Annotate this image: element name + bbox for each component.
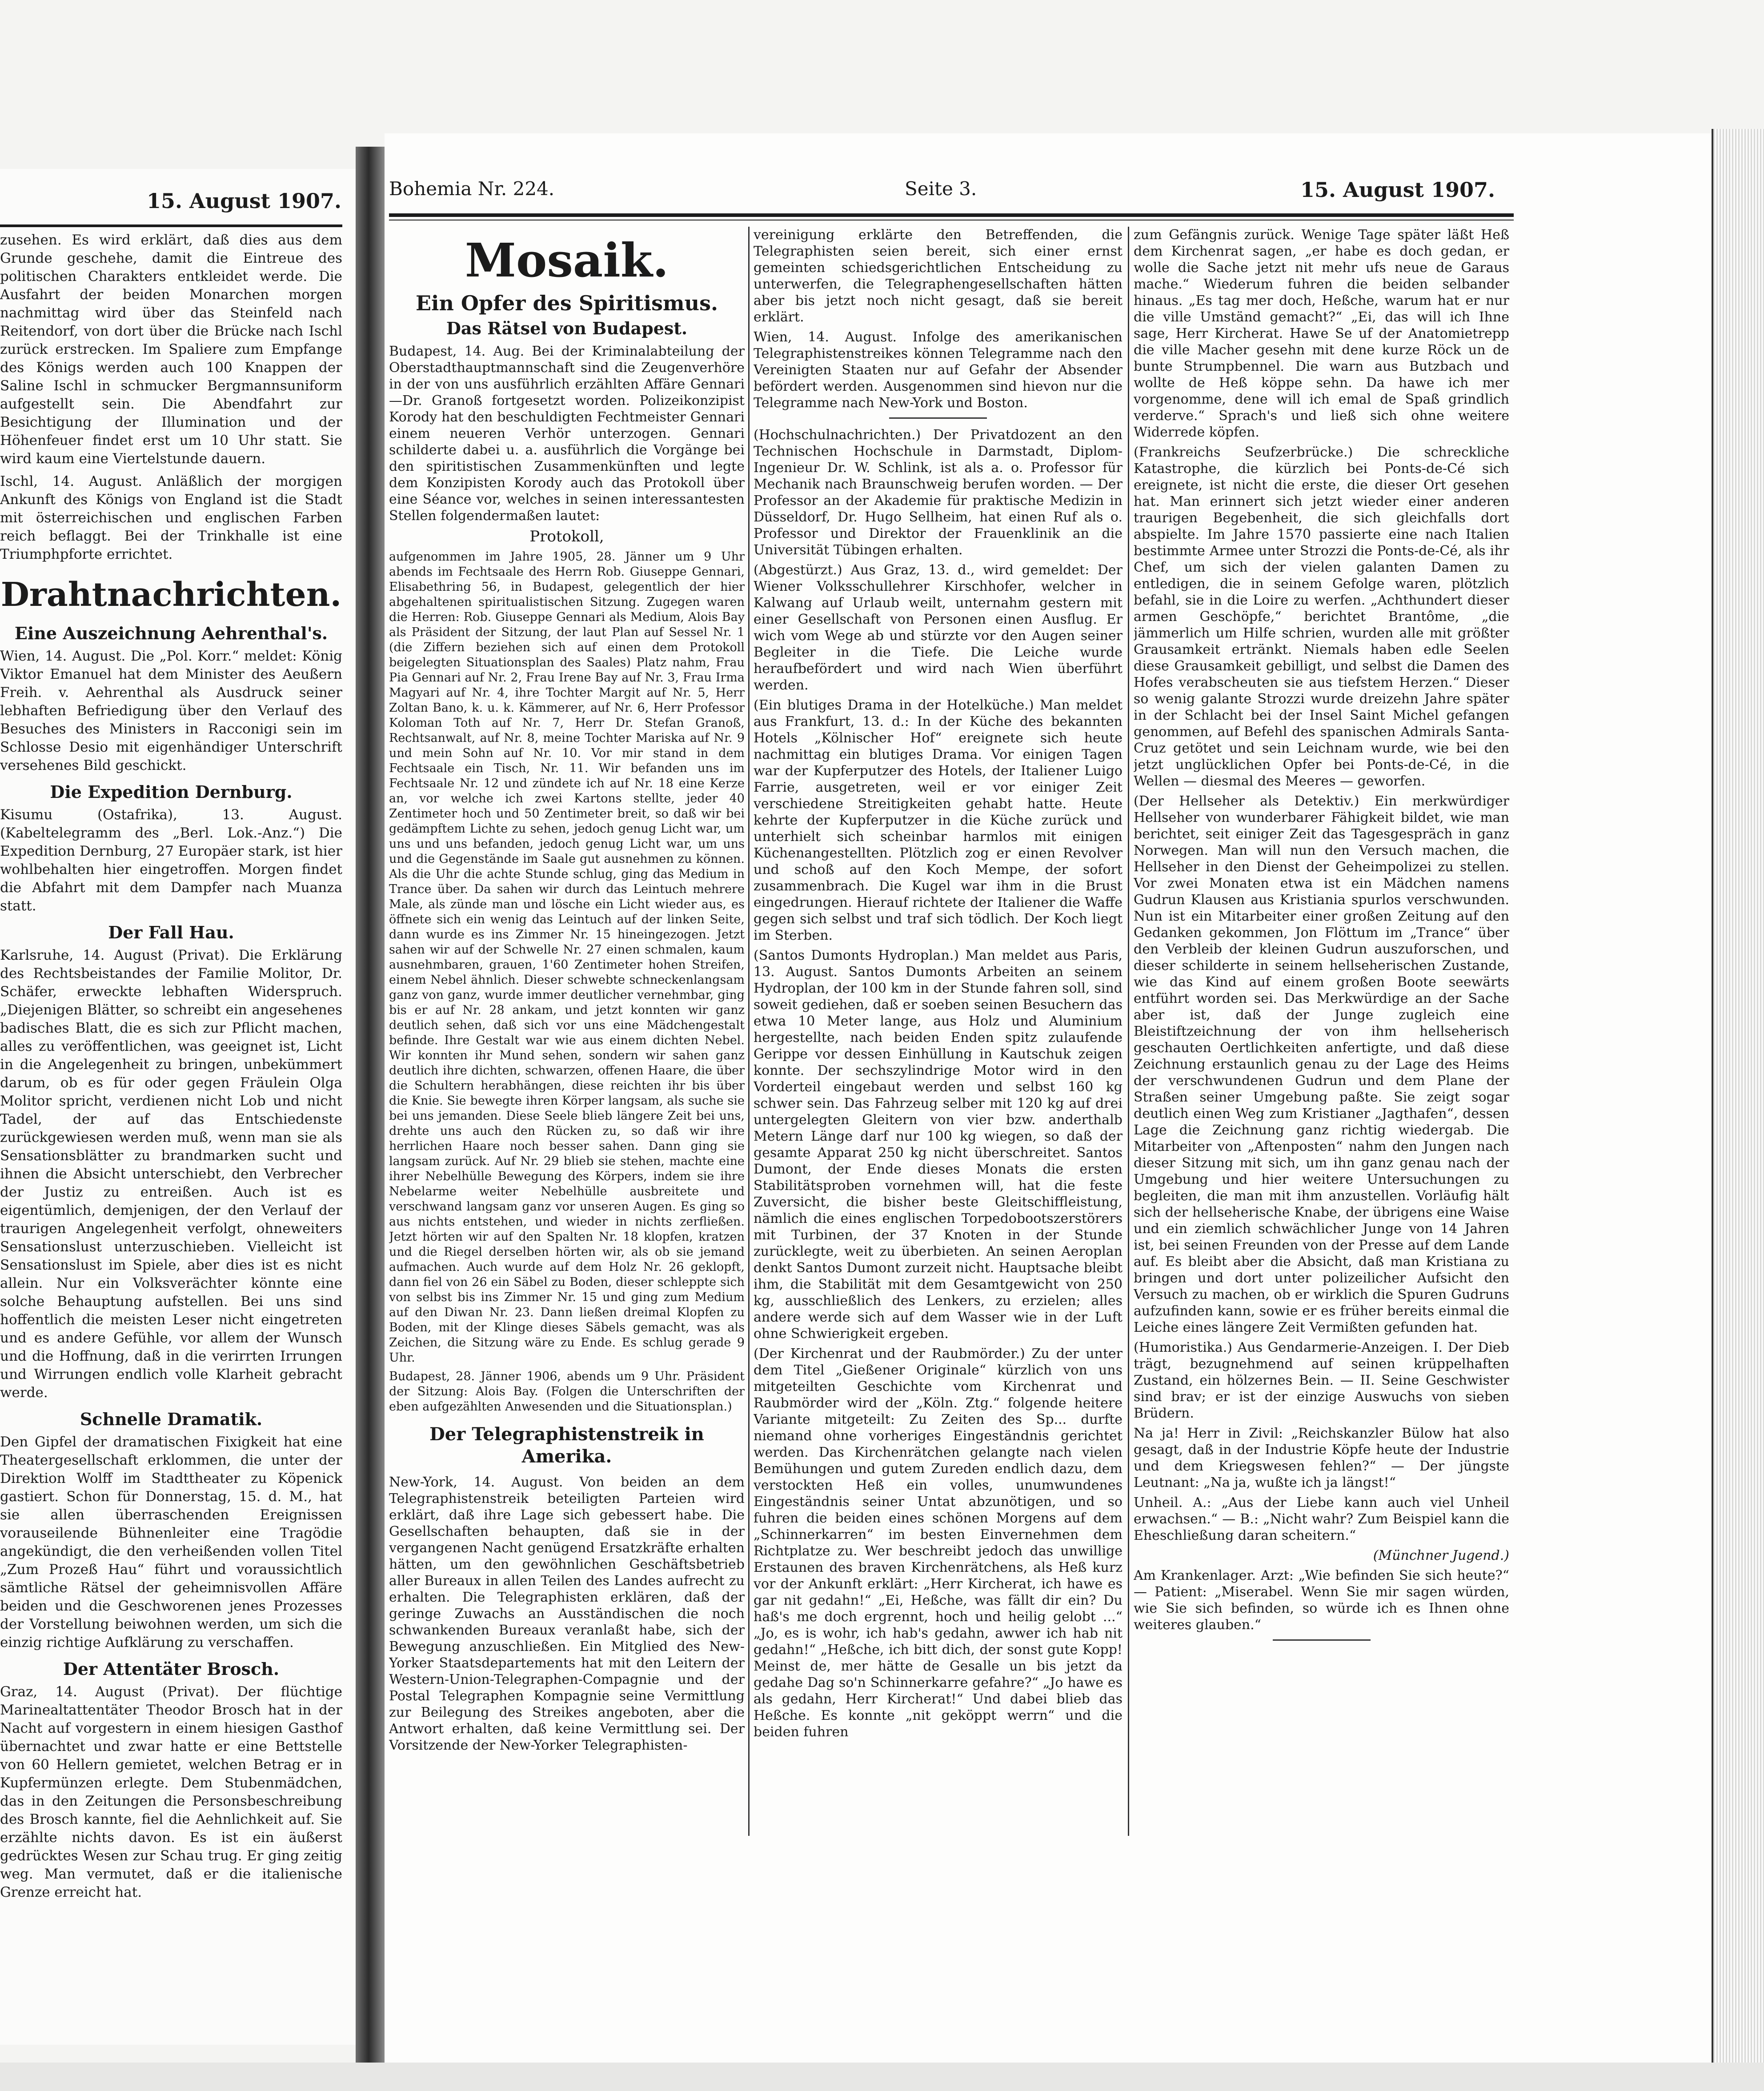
article-title: Eine Auszeichnung Aehrenthal's. [14,623,328,643]
article-intro: zusehen. Es wird erklärt, daß dies aus dem Grunde geschehe, damit die Eintreue des politischen Charakters entkleidet werde. Die Ausfahrt der beiden Monarchen morgen nachmittag wird über das Steinfeld nach Reitendorf, von dort über die Brücke nach Ischl zurück erstrecken. Im Spaliere zum Empfange des Königs werden auch 100 Knappen der Saline Ischl in schmucker Bergmannsuniform aufgestellt sein. Die Abendfahrt zur Besichtigung der Illumination und der Höhenfeuer findet erst um 10 Uhr statt. Sie wird kaum eine Viertelstunde dauern. [0,232,342,467]
column-divider [748,227,750,1836]
book-page-edges [1712,129,1764,2067]
newspaper-issue: Bohemia Nr. 224. [389,178,555,200]
column-divider [1128,227,1129,1836]
scan-background [0,2063,1764,2091]
page-header [385,178,1712,204]
news-item: (Ein blutiges Drama in der Hotelküche.) Man meldet aus Frankfurt, 13. d.: In der Küche des bekannten Hotels „Kölnischer Hof“ ereignete sich heute nachmittag ein blutiges Drama. Vor einigen Tagen war der Kupferputzer des Hotels, der Italiener Luigo Farrie, ausgetreten, weil er vor einiger Zeit verschiedene Streitigkeiten gehabt hatte. Heute kehrte der Kupferputzer in die Küche zurück und unterhielt sich scheinbar harmlos mit einigen Küchenangestellten. Plötzlich zog er einen Revolver und schoß auf den Koch Mempe, der sofort zusammenbrach. Die Kugel war ihm in die Brust eingedrungen. Hierauf richtete der Italiener die Waffe gegen sich selbst und traf sich tödlich. Der Koch liegt im Sterben. [754,697,1123,943]
news-item: Am Krankenlager. Arzt: „Wie befinden Sie sich heute?“ — Patient: „Miserabel. Wenn Sie mir sagen würden, wie Sie sich befinden, so würde ich es Ihnen ohne weiteres glauben.“ [1134,1568,1509,1633]
article-title: Ein Opfer des Spiritismus. [415,291,718,315]
column-1 [389,227,745,2031]
news-item: Na ja! Herr in Zivil: „Reichskanzler Bülow hat also gesagt, daß in der Industrie Köpfe heute der Industrie und dem Kriegswesen fehlen?“ — Der jüngste Leutnant: „Na ja, wußte ich ja längst!“ [1134,1426,1509,1490]
right-page [385,133,1712,2063]
article-text: Budapest, 14. Aug. Bei der Kriminalabteilung der Oberstadthauptmannschaft sind die Zeugenverhöre in der von uns ausführlich erzählten Affäre Gennari—Dr. Granoß fortgesetzt worden. Polizeikonzipist Korody hat den beschuldigten Fechtmeister Gennari einem neueren Verhör unterzogen. Gennari schilderte dabei u. a. ausführlich die Vorgänge bei den spiritistischen Zusammenkünften und legte dem Konzipisten Korody auch das Protokoll über eine Séance vor, welches in seinen interessantesten Stellen folgendermaßen lautet: [389,344,745,524]
article-text: Karlsruhe, 14. August (Privat). Die Erklärung des Rechtsbeistandes der Familie Molitor, Dr. Schäfer, erweckte lebhaften Widerspruch. „Diejenigen Blätter, so schreibt ein angesehenes badisches Blatt, die es sich zur Pflicht machen, alles zu veröffentlichen, was geeignet ist, Licht in die Angelegenheit zu bringen, unbekümmert darum, ob es für oder gegen Fräulein Olga Molitor spricht, verdienen nicht Lob und nicht Tadel, der auf das Entschiedenste zurückgewiesen werden muß, wenn man sie als Sensationsblätter zu brandmarken sucht und ihnen die Absicht unterschiebt, den Verbrecher der Justiz zu entreißen. Auch ist es eigentümlich, demjenigen, der den Verlauf der traurigen Angelegenheit verfolgt, ohneweiters Sensationslust unterzuschieben. Vielleicht ist Sensationslust im Spiele, aber dies ist es nicht allein. Nur ein Volksverächter könnte eine solche Behauptung aufstellen. Bei uns sind hoffentlich die meisten Leser nicht eingetreten und es andere Gefühle, vor allem der Wunsch und die Hoffnung, daß in die verirrten Irrungen und Wirrungen endlich volle Klarheit gebracht werde. [0,947,342,1401]
column-3 [1134,227,1509,2031]
news-item: (Hochschulnachrichten.) Der Privatdozent an den Technischen Hochschule in Darmstadt, Diplom-Ingenieur Dr. W. Schlink, ist als a. o. Professor für Mechanik nach Braunschweig berufen worden. — Der Professor an der Akademie für praktische Medizin in Düsseldorf, Dr. Hugo Sellheim, hat einen Ruf als o. Professor und Direktor der Frauenklinik an die Universität Tübingen erhalten. [754,427,1123,558]
news-item: (Der Hellseher als Detektiv.) Ein merkwürdiger Hellseher von wunderbarer Fähigkeit bildet, wie man berichtet, seit einiger Zeit das Tagesgespräch in ganz Norwegen. Man will nun den Versuch machen, die Hellseher in den Dienst der Geheimpolizei zu stellen. Vor zwei Monaten etwa ist ein Mädchen namens Gudrun Klausen aus Kristiania spurlos verschwunden. Nun ist ein Mitarbeiter einer großen Zeitung auf den Gedanken gekommen, Jon Flöttum im „Trance“ über den Verbleib der kleinen Gudrun auszuforschen, und dieser schilderte in seinem hellseherischen Zustande, wie das Kind auf einem großen Boote seewärts entführt worden sei. Das Merkwürdige an der Sache aber ist, daß der Junge zugleich eine Bleistiftzeichnung der von ihm hellseherisch geschauten Oertlichkeiten anfertigte, und daß diese Zeichnung erstaunlich genau zu der Lage des Heims der verschwundenen Gudrun und dem Plane der Straßen seiner Umgebung paßte. Sie zeigt sogar deutlich einen Weg zum Kristianer „Jagthafen“, dessen Lage die Zeichnung ganz richtig wiedergab. Die Mitarbeiter von „Aftenposten“ nahm den Jungen nach dieser Sitzung mit sich, um ihn ganz genau nach der Umgebung und hier weitere Untersuchungen zu begleiten, die man mit ihm anzustellen. Vorläufig hält sich der hellseherische Knabe, der übrigens eine Waise und ein ziemlich schwächlicher Junge von 14 Jahren ist, bei seinen Freunden von der Presse auf dem Lande auf. Es bleibt aber die Absicht, daß man Kristiana zu bringen und dort unter polizeilicher Aufsicht den Versuch zu machen, ob er wirklich die Spuren Gudruns aufzufinden kann, sowie er es früher bereits einmal die Leiche eines längere Zeit Vermißten gefunden hat. [1134,793,1509,1335]
article-subtitle: Das Rätsel von Budapest. [446,318,688,338]
article-text: Wien, 14. August. Infolge des amerikanischen Telegraphistenstreikes können Telegramme nach den Vereinigten Staaten nur auf Gefahr der Absender befördert werden. Ausgenommen sind hievon nur die Telegramme nach New-York und Boston. [754,329,1123,411]
section-title: Mosaik. [465,233,669,288]
section-rule [889,417,987,419]
book-gutter [356,147,385,2071]
page-number: Seite 3. [905,178,977,200]
news-item: (Der Kirchenrat und der Raubmörder.) Zu der unter dem Titel „Gießener Originale“ kürzlich von uns mitgeteilten Geschichte vom Kirchenrat und Raubmörder wird der „Köln. Ztg.“ folgende heitere Variante mitgeteilt: Zu Zeiten des Sp... durfte niemand ohne vorheriges Eingeständnis gerichtet werden. Das Kirchenrätchen gelangte nach vielen Bemühungen und gutem Zureden endlich dazu, dem verstockten Heß ein volles, unumwundenes Eingeständnis seiner Untat abzunötigen, und so fuhren die beiden eines schönen Morgens auf dem „Schinnerkarren“ im besten Einvernehmen dem Richtplatze zu. Wer beschreibt jedoch das unwillige Erstaunen des braven Kirchenrätchens, als Heß kurz vor der Ankunft erklärt: „Herr Kircherat, ich hawe es gar nit gedahn!“ „Ei, Heßche, was fällt dir ein? Du haß's me doch ergrennt, hoch und heilig gelobt ...“ „Jo, es is wohr, ich hab's gedahn, awwer ich hab nit gedahn!“ „Heßche, ich bitt dich, der sonst gute Kopp! Meinst de, mer hätte de Gesalle un bis jetzt da gedahe Dag so'n Schinnerkarre gefahre?“ „Jo hawe es als gedahn, Herr Kircherat!“ Und dabei blieb das Heßche. Es konnte „nit geköppt werrn“ und die beiden fuhren [754,1346,1123,1740]
section-heading: Drahtnachrichten. [0,576,342,614]
article-text: New-York, 14. August. Von beiden an dem Telegraphistenstreik beteiligten Parteien wird erklärt, daß ihre Lage sich gebessert habe. Die Gesellschaften behaupten, daß sie in der vergangenen Nacht genügend Ersatzkräfte erhalten hätten, um den gewöhnlichen Geschäftsbetrieb aller Bureaux in allen Teilen des Landes aufrecht zu erhalten. Die Telegraphisten erklären, daß der geringe Zuwachs an Ausständischen die noch schwankenden Bureaux veranlaßt habe, sich der Bewegung anzuschließen. Ein Mitglied des New-Yorker Staatsdepartements hat mit den Leitern der Western-Union-Telegraphen-Compagnie und der Postal Telegraphen Kompagnie seine Vermittlung zur Beilegung des Streikes angeboten, aber die Antwort erhalten, daß keine Vermittlung sei. Der Vorsitzende der New-Yorker Telegraphisten- [389,1474,745,1753]
news-item: Unheil. A.: „Aus der Liebe kann auch viel Unheil erwachsen.“ — B.: „Nicht wahr? Zum Beispiel kann die Eheschließung daran scheitern.“ [1134,1495,1509,1543]
news-item: (Frankreichs Seufzerbrücke.) Die schreckliche Katastrophe, die kürzlich bei Ponts-de-Cé sich ereignete, ist nicht die erste, die dieser Ort gesehen hat. Man erinnert sich jetzt wieder einer anderen traurigen Begebenheit, die sich gleichfalls dort abspielte. Im Jahre 1570 passierte eine nach Italien bestimmte Armee unter Strozzi die Ponts-de-Cé, als ihr Chef, um sich der vielen galanten Damen zu entledigen, die in seinem Gefolge waren, plötzlich befahl, sie in die Loire zu werfen. „Achthundert dieser armen Geschöpfe,“ berichtet Brantôme, „die jämmerlich um Hilfe schrien, wurden alle mit größter Grausamkeit ertränkt. Niemals haben edle Seelen diese Grausamkeit gebilligt, und selbst die Damen des Hofes verabscheuten sie aus tiefstem Herzen.“ Dieser so wenig galante Strozzi wurde dreizehn Jahre später in der Schlacht bei der Insel Saint Michel gefangen genommen, auf Befehl des spanischen Admirals Santa-Cruz getötet und sein Leichnam wurde, wie bei den jetzt unglücklichen Opfer bei Ponts-de-Cé, in die Wellen — diesmal des Meeres — geworfen. [1134,445,1509,789]
article-text: vereinigung erklärte den Betreffenden, die Telegraphisten seien bereit, sich einer ernst gemeinten schiedsgerichtlichen Entscheidung zu unterwerfen, die Telegraphengesellschaften hätten aber bis jetzt noch nicht gesagt, daß sie bereit erklärt. [754,227,1123,325]
left-page-header-rule [0,224,342,227]
header-rule [389,213,1514,217]
article-title: Schnelle Dramatik. [80,1409,263,1429]
column-2 [754,227,1123,2031]
protocol-label: Protokoll, [529,528,604,545]
article-title: Der Telegraphistenstreik in Amerika. [429,1424,704,1467]
article-title: Die Expedition Dernburg. [50,782,293,802]
protocol-signature: Budapest, 28. Jänner 1906, abends um 9 Uhr. Präsident der Sitzung: Alois Bay. (Folgen die Unterschriften der eben aufgezählten Anwesenden und die Situationsplan.) [389,1370,745,1414]
news-item: (Santos Dumonts Hydroplan.) Man meldet aus Paris, 13. August. Santos Dumonts Arbeiten an seinem Hydroplan, der 100 km in der Stunde fahren soll, sind soweit gediehen, daß er soeben seinen Besuchern das etwa 10 Meter lange, aus Holz und Aluminium hergestellte, nach beiden Enden spitz zulaufende Gerippe vor dessen Einhüllung in Kautschuk zeigen konnte. Der sechszylindrige Motor wird in den Vorderteil eingebaut werden und selbst 160 kg schwer sein. Das Fahrzeug selber mit 120 kg auf drei untergelegten Gleitern von vier bzw. anderthalb Metern Länge darf nur 100 kg wiegen, so daß der gesamte Apparat 250 kg nicht überschreitet. Santos Dumont, der Ende dieses Monats die ersten Stabilitätsproben vornehmen will, hat die feste Zuversicht, die bisher beste Gleitschiffleistung, nämlich die eines englischen Torpedobootszerstörers mit Turbinen, der 37 Knoten in der Stunde zurücklegte, weit zu überbieten. An seinen Aeroplan denkt Santos Dumont zurzeit nicht. Hauptsache bleibt ihm, die Stabilität mit dem Gesamtgewicht von 250 kg, ausschließlich des Lenkers, zu erzielen; alles andere werde sich auf dem Wasser wie in der Luft ohne Schwierigkeit ergeben. [754,948,1123,1342]
article-title: Der Fall Hau. [108,922,234,942]
left-page [0,169,357,2045]
page-date: 15. August 1907. [1300,178,1495,202]
news-source: (Münchner Jugend.) [1373,1548,1509,1563]
news-item: (Abgestürzt.) Aus Graz, 13. d., wird gemeldet: Der Wiener Volksschullehrer Kirschhofer, welcher in Kalwang auf Urlaub weilt, unternahm gestern mit einer Gesellschaft von Personen einen Ausflug. Er wich vom Wege ab und stürzte vor den Augen seiner Begleiter in die Tiefe. Die Leiche wurde heraufbefördert und wird nach Wien überführt werden. [754,562,1123,693]
article-title: Der Attentäter Brosch. [63,1659,280,1679]
article-text: Den Gipfel der dramatischen Fixigkeit hat eine Theatergesellschaft erklommen, die unter der Direktion Wolff im Stadttheater zu Köpenick gastiert. Schon für Donnerstag, 15. d. M., hat sie allen überraschenden Ereignissen vorauseilende Bühnenleiter eine Tragödie angekündigt, die den verheißenden vollen Titel „Zum Prozeß Hau“ führt und voraussichtlich sämtliche Rätsel der geheimnisvollen Affäre beiden und die Geschworenen jenes Prozesses der Vorstellung beiwohnen werden, um sich die einzig richtige Aufklärung zu verschaffen. [0,1434,342,1650]
news-item: (Humoristika.) Aus Gendarmerie-Anzeigen. I. Der Dieb trägt, bezugnehmend auf seinen krüppelhaften Zustand, ein hölzernes Bein. — II. Seine Geschwister sind brav; er ist der einzige Auswuchs von sieben Brüdern. [1134,1340,1509,1421]
protocol-text: aufgenommen im Jahre 1905, 28. Jänner um 9 Uhr abends im Fechtsaale des Herrn Rob. Giuseppe Gennari, Elisabethring 56, in Budapest, gelegentlich der hier abgehaltenen spiritualistischen Sitzung. Zugegen waren die Herren: Rob. Giuseppe Gennari als Medium, Alois Bay als Präsident der Sitzung, der laut Plan auf Sessel Nr. 1 (die Ziffern beziehen sich auf einen dem Protokoll beigelegten Situationsplan des Saales) Platz nahm, Frau Pia Gennari auf Nr. 2, Frau Irene Bay auf Nr. 3, Frau Irma Magyari auf Nr. 4, ihre Tochter Margit auf Nr. 5, Herr Zoltan Bano, k. u. k. Kämmerer, auf Nr. 6, Herr Professor Koloman Toth auf Nr. 7, Herr Dr. Stefan Granoß, Rechtsanwalt, auf Nr. 8, meine Tochter Mariska auf Nr. 9 und mein Sohn auf Nr. 10. Vor mir stand in dem Fechtsaale ein Tisch, Nr. 11. Wir befanden uns im Fechtsaale Nr. 12 und zündete ich auf Nr. 18 eine Kerze an, vor welche ich zwei Kartons stellte, jeder 40 Zentimeter hoch und 50 Zentimeter breit, so daß wir bei gedämpftem Lichte zu sehen, jedoch genug Licht war, um uns und uns befanden, jedoch genug Licht war, um uns und die Gegenstände im Saale gut ausnehmen zu können. Als die Uhr die achte Stunde schlug, ging das Medium in Trance über. Da sahen wir durch das Leintuch mehrere Male, als zünde man und lösche ein Licht wieder aus, es öffnete sich ein wenig das Leintuch auf der linken Seite, dann wurde es ins Zimmer Nr. 15 hineingezogen. Jetzt sahen wir auf der Schwelle Nr. 27 einen schmalen, kaum ausnehmbaren, grauen, 1'60 Zentimeter hohen Streifen, einem Nebel ähnlich. Dieser schwebte schneckenlangsam ganz von ganz, wurde immer deutlicher vernehmbar, ging bis er auf Nr. 28 ankam, und jetzt konnten wir ganz deutlich sehen, daß sich vor uns eine Mädchengestalt befinde. Ihre Gestalt war wie aus einem dichten Nebel. Wir konnten ihr Mund sehen, sondern wir sahen ganz deutlich ihre dichten, schwarzen, offenen Haare, die über die Schultern herabhängen, diese reichten ihr bis über die Knie. Sie bewegte ihren Körper langsam, als suche sie bei uns jemanden. Diese Seele blieb längere Zeit bei uns, drehte uns auch den Rücken zu, so daß wir ihre herrlichen Haare noch besser sahen. Dann ging sie langsam zurück. Auf Nr. 29 blieb sie stehen, machte eine ihrer Nebelhülle Bewegung des Körpers, indem sie ihre Nebelarme weiter Nebelhülle ausbreitete und verschwand langsam ganz vor unseren Augen. Es ging so aus nichts entstehen, und wieder in nichts zerfließen. Jetzt hörten wir auf den Spalten Nr. 18 klopfen, kratzen und die Riegel derselben hörten wir, als ob sie jemand aufmachen. Auch wurde auf dem Holz Nr. 26 geklopft, dann fiel von 26 ein Säbel zu Boden, dieser schleppte sich von selbst bis ins Zimmer Nr. 15 und ging zum Medium auf den Diwan Nr. 23. Dann ließen dreimal Klopfen zu Boden, mit der Klinge dieses Säbels gemacht, was als Zeichen, die Sitzung wäre zu Ende. Es schlug gerade 9 Uhr. [389,550,745,1365]
article-ischl: Ischl, 14. August. Anläßlich der morgigen Ankunft des Königs von England ist die Stadt mit österreichischen und englischen Farben reich beflaggt. Bei der Trinkhalle ist eine Triumphpforte errichtet. [0,473,342,562]
left-page-column [0,231,342,1906]
news-item: zum Gefängnis zurück. Wenige Tage später läßt Heß dem Kirchenrat sagen, „er habe es doch gedan, er wolle die Sache jetzt nit mehr ufs neue de Garaus mache.“ Wiederum fuhren die beiden selbander hinaus. „Es tag mer doch, Heßche, warum hat er nur die ville Umständ gemacht?“ „Ei, das will ich Ihne sage, Herr Kircherat. Hawe Se uf der Anatomietrepp die ville Macher gesehn mit dene kurze Röck un de bunte Strumpbennel. Die warn aus Butzbach und wollte de Heß köppe sehn. Da hawe ich mer vorgenomme, dene will ich emal de Spaß grindlich verderve.“ Sprach's und ließ sich ohne weitere Widerrede köpfen. [1134,227,1509,440]
article-text: Wien, 14. August. Die „Pol. Korr.“ meldet: König Viktor Emanuel hat dem Minister des Aeußern Freih. v. Aehrenthal als Ausdruck seiner lebhaften Befriedigung über den Verlauf des Besuches des Ministers in Racconigi sein im Schlosse Desio mit eigenhändiger Unterschrift versehenes Bild geschickt. [0,648,342,773]
end-rule [1273,1639,1371,1641]
article-text: Kisumu (Ostafrika), 13. August. (Kabeltelegramm des „Berl. Lok.-Anz.“) Die Expedition Dernburg, 27 Europäer stark, ist hier wohlbehalten hier eingetroffen. Morgen findet die Abfahrt mit dem Dampfer nach Muanza statt. [0,807,342,914]
article-text: Graz, 14. August (Privat). Der flüchtige Marinealtattentäter Theodor Brosch hat in der Nacht auf vorgestern in einem hiesigen Gasthof übernachtet und zwar hatte er eine Bettstelle von 60 Hellern gemietet, welchen Betrag er in Kupfermünzen erlegte. Dem Stubenmädchen, das in den Zeitungen die Personsbeschreibung des Brosch kannte, fiel die Aehnlichkeit auf. Sie erzählte nichts davon. Es ist ein äußerst gedrücktes Wesen zur Schau trug. Er ging zeitig weg. Man vermutet, daß er die italienische Grenze erreicht hat. [0,1684,342,1900]
left-page-date: 15. August 1907. [147,189,341,213]
